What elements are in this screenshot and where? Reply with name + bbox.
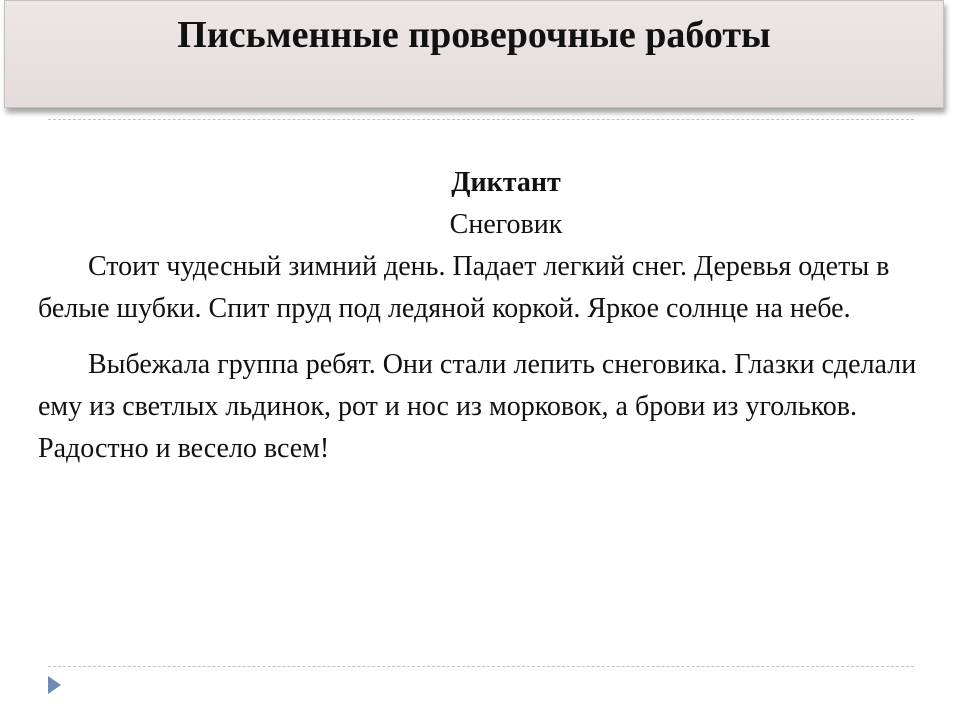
- next-slide-arrow-icon[interactable]: [48, 676, 61, 694]
- dictation-subheading: Снеговик: [449, 209, 563, 240]
- paragraph-1: Стоит чудесный зимний день. Падает легкий снег. Деревья одеты в белые шубки. Спит пруд под ледяной коркой. Яркое солнце на небе.: [38, 251, 890, 324]
- bottom-divider: [48, 666, 914, 667]
- paragraph-2: Выбежала группа ребят. Они стали лепить снеговика. Глазки сделали ему из светлых льдинок, рот и нос из морковок, а брови из угольков. Радостно и весело всем!: [38, 349, 917, 464]
- slide-title: Письменные проверочные работы: [177, 14, 771, 56]
- top-divider: [48, 119, 914, 120]
- dictation-text: [38, 162, 954, 470]
- title-banner: [4, 0, 944, 108]
- dictation-heading: Диктант: [451, 167, 561, 198]
